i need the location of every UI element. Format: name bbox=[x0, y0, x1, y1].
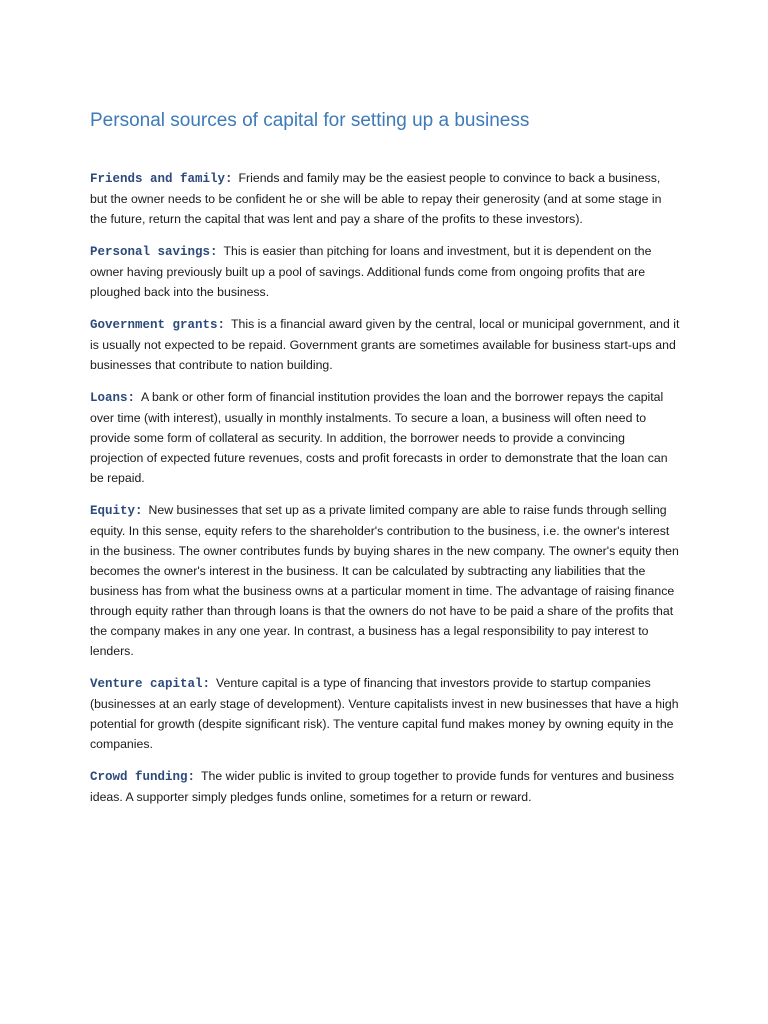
section-term: Government grants: bbox=[90, 318, 226, 332]
section-text: The wider public is invited to group together to provide funds for ventures and business ideas. A supporter simply pledges funds online, sometimes for a return or reward. bbox=[90, 769, 675, 804]
section-text: New businesses that set up as a private limited company are able to raise funds through selling equity. In this sense, equity refers to the shareholder's contribution to the business, i.e. the owner's interest in the business. The owner contributes funds by buying shares in the new company. The owner's equity then becomes the owner's interest in the business. It can be calculated by subtracting any liabilities that the business has from what the business owns at a particular moment in time. The advantage of raising finance through equity rather than through loans is that the owners do not have to be paid a share of the profits that the company makes in any one year. In contrast, a business has a legal responsibility to pay interest to lenders. bbox=[90, 503, 679, 658]
sections-list bbox=[90, 168, 680, 819]
section-personal-savings bbox=[90, 241, 680, 302]
section-term: Friends and family: bbox=[90, 172, 233, 186]
section-government-grants bbox=[90, 314, 680, 375]
section-term: Loans: bbox=[90, 391, 136, 405]
section-text: Friends and family may be the easiest people to convince to back a business, but the owner needs to be confident he or she will be able to repay their generosity (and at some stage in the future, return the capital that was lent and pay a share of the profits to these investors). bbox=[90, 171, 662, 226]
section-term: Equity: bbox=[90, 504, 143, 518]
section-friends-and-family bbox=[90, 168, 680, 229]
section-text: This is a financial award given by the central, local or municipal government, and it is usually not expected to be repaid. Government grants are sometimes available for business start-ups and businesses that contribute to nation building. bbox=[90, 317, 680, 372]
section-text: Venture capital is a type of financing that investors provide to startup companies (businesses at an early stage of development). Venture capitalists invest in new businesses that have a high potential for growth (despite significant risk). The venture capital fund makes money by owning equity in the companies. bbox=[90, 676, 679, 751]
section-term: Crowd funding: bbox=[90, 770, 196, 784]
section-text: This is easier than pitching for loans and investment, but it is dependent on the owner having previously built up a pool of savings. Additional funds come from ongoing profits that are ploughed back into the business. bbox=[90, 244, 652, 299]
section-term: Personal savings: bbox=[90, 245, 218, 259]
section-crowd-funding bbox=[90, 766, 680, 807]
section-term: Venture capital: bbox=[90, 677, 211, 691]
section-text: A bank or other form of financial institution provides the loan and the borrower repays the capital over time (with interest), usually in monthly instalments. To secure a loan, a business will often need to provide some form of collateral as security. In addition, the borrower needs to provide a convincing projection of expected future revenues, costs and profit forecasts in order to demonstrate that the loan can be repaid. bbox=[90, 390, 668, 485]
section-loans bbox=[90, 387, 680, 488]
page-title: Personal sources of capital for setting up a business bbox=[90, 110, 530, 131]
section-venture-capital bbox=[90, 673, 680, 754]
section-equity bbox=[90, 500, 680, 661]
